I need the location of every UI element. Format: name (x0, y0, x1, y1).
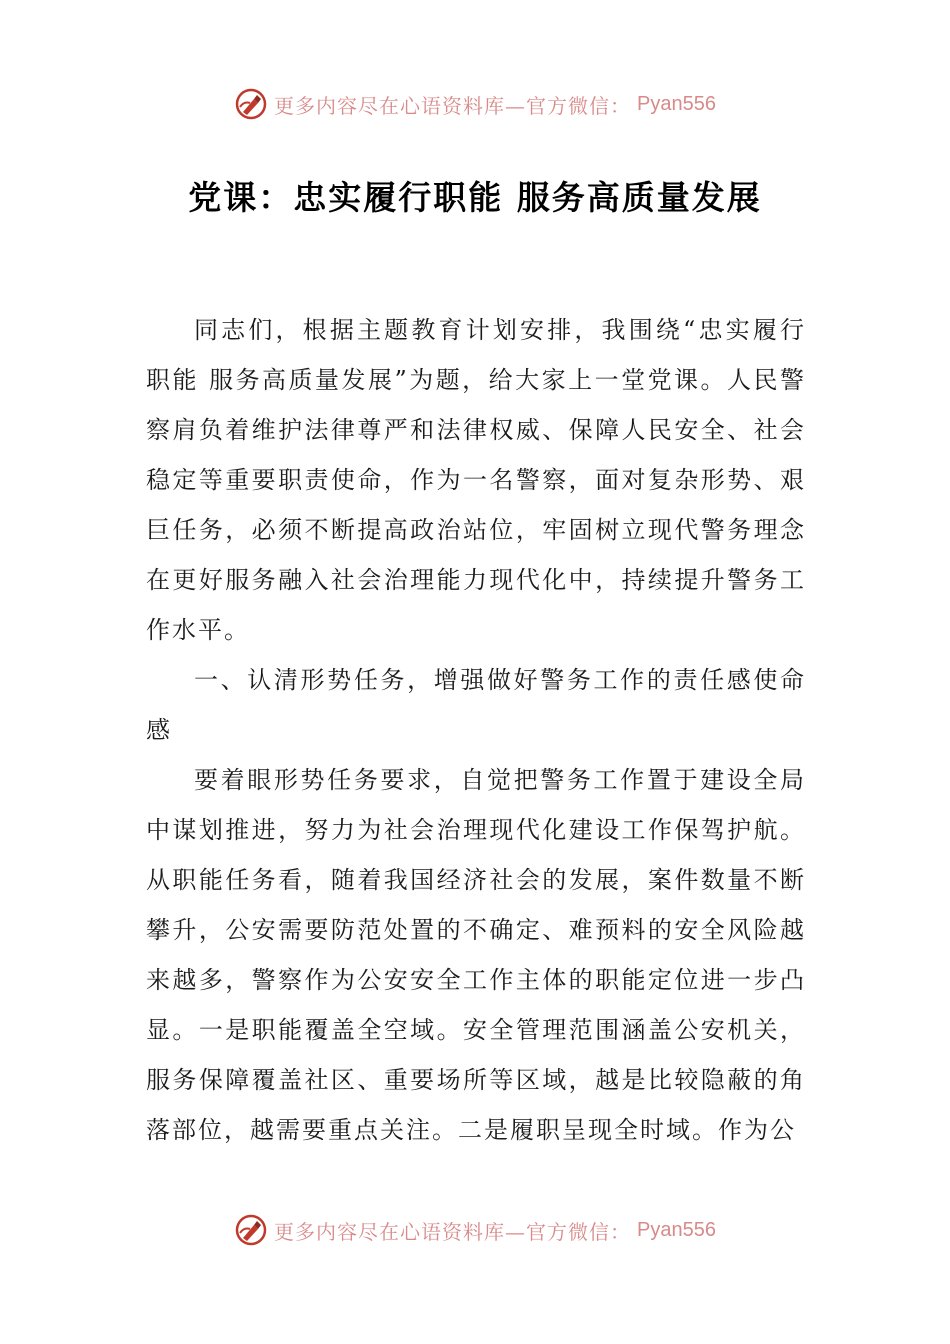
watermark-banner-bottom (0, 1210, 950, 1250)
watermark-contact: Pyan556 (637, 1218, 716, 1241)
paragraph: 同志们，根据主题教育计划安排，我围绕“忠实履行职能 服务高质量发展”为题，给大家上一堂党课。人民警察肩负着维护法律尊严和法律权威、保障人民安全、社会稳定等重要职责使命，作为一名警察，面对复杂形势、艰巨任务，必须不断提高政治站位，牢固树立现代警务理念在更好服务融入社会治理能力现代化中，持续提升警务工作水平。 (146, 316, 806, 644)
pen-nib-logo-icon (234, 1213, 268, 1247)
page-title: 党课：忠实履行职能 服务高质量发展 (188, 178, 762, 217)
watermark-text: 更多内容尽在心语资料库—官方微信： (274, 1219, 632, 1244)
paragraph: 要着眼形势任务要求，自觉把警务工作置于建设全局中谋划推进，努力为社会治理现代化建设工作保驾护航。从职能任务看，随着我国经济社会的发展，案件数量不断攀升，公安需要防范处置的不确定、难预料的安全风险越来越多，警察作为公安安全工作主体的职能定位进一步凸显。一是职能覆盖全空域。安全管理范围涵盖公安机关，服务保障覆盖社区、重要场所等区域，越是比较隐蔽的角落部位，越需要重点关注。二是履职呈现全时域。作为公 (146, 766, 806, 1144)
watermark-banner-top (0, 84, 950, 124)
watermark-contact: Pyan556 (637, 92, 716, 115)
watermark-text: 更多内容尽在心语资料库—官方微信： (274, 93, 632, 118)
document-body (146, 305, 806, 1155)
pen-nib-logo-icon (234, 87, 268, 121)
section-heading: 一、认清形势任务，增强做好警务工作的责任感使命感 (146, 666, 806, 744)
